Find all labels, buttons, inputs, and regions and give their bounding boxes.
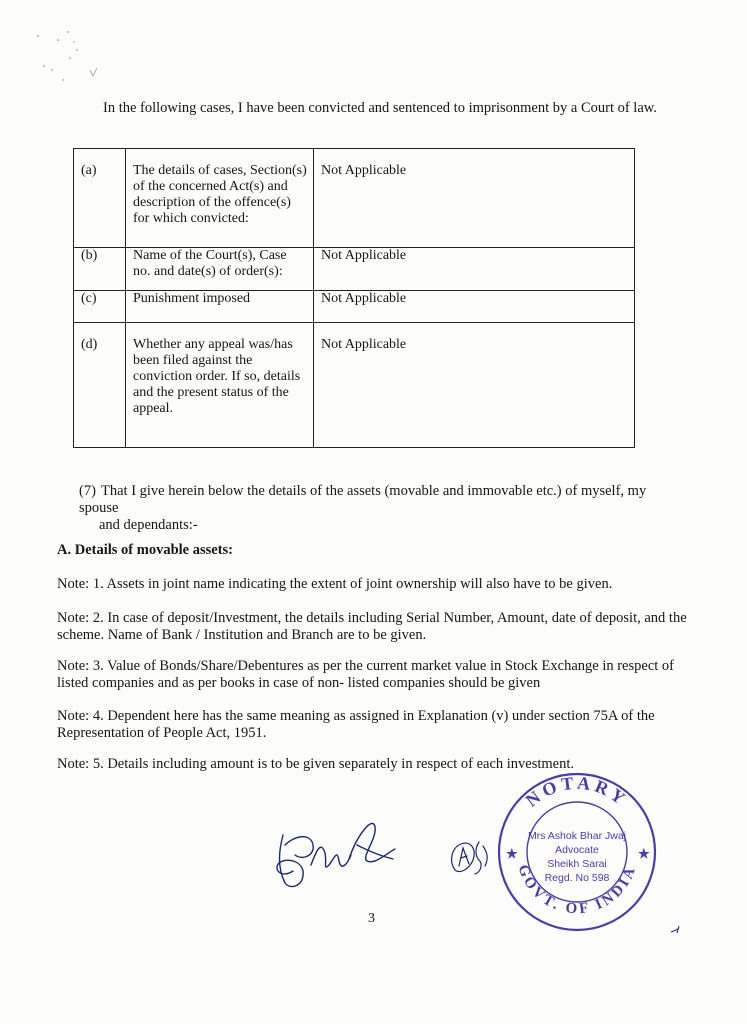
row-value: Not Applicable xyxy=(314,291,635,323)
stamp-top-text: NOTARY xyxy=(521,772,633,811)
scan-mark xyxy=(668,922,682,936)
scan-specks xyxy=(30,28,110,88)
row-label: (c) xyxy=(74,291,126,323)
intro-statement: In the following cases, I have been convicted and sentenced to imprisonment by a Court of law. xyxy=(103,100,657,116)
note-1: Note: 1. Assets in joint name indicating the extent of joint ownership will also have to be given. xyxy=(57,576,613,592)
note-3: Note: 3. Value of Bonds/Share/Debentures as per the current market value in Stock Exchange in respect of listed companies and as per books in case of non- listed companies should be given xyxy=(57,658,674,691)
row-value: Not Applicable xyxy=(314,149,635,248)
note-2: Note: 2. In case of deposit/Investment, the details including Serial Number, Amount, date of deposit, and the scheme. Name of Bank / Institution and Branch are to be given. xyxy=(57,610,687,643)
row-label: (a) xyxy=(74,149,126,248)
stamp-line-3: Sheikh Sarai xyxy=(547,858,607,870)
row-label: (d) xyxy=(74,323,126,448)
stamp-bottom-text: GOVT. OF INDIA xyxy=(514,862,640,918)
stamp-star-left: ★ xyxy=(506,846,518,861)
note-5: Note: 5. Details including amount is to be given separately in respect of each investment. xyxy=(57,756,575,772)
svg-text:GOVT. OF INDIA xyxy=(514,863,639,918)
row-value: Not Applicable xyxy=(314,248,635,291)
conviction-table xyxy=(73,148,635,448)
item-7-line-2: and dependants:- xyxy=(99,517,198,533)
item-7-line-1: That I give herein below the details of the assets (movable and immovable etc.) of myself, my spouse xyxy=(79,483,647,516)
svg-text:NOTARY xyxy=(522,773,632,811)
row-description: Name of the Court(s), Case no. and date(s) of order(s): xyxy=(126,248,314,291)
table-row xyxy=(74,248,635,291)
page-number: 3 xyxy=(368,911,375,926)
stamp-line-1: Mrs Ashok Bhar Jwaj xyxy=(527,830,627,842)
row-description: Whether any appeal was/has been filed against the conviction order. If so, details and the present status of the appeal. xyxy=(126,323,314,448)
initials-mark xyxy=(445,832,495,882)
row-label: (b) xyxy=(74,248,126,291)
handwritten-signature xyxy=(265,805,400,895)
item-number: (7) xyxy=(79,483,96,499)
section-a-heading: A. Details of movable assets: xyxy=(57,542,233,558)
note-4: Note: 4. Dependent here has the same meaning as assigned in Explanation (v) under section 75A of the Representation of People Act, 1951. xyxy=(57,708,655,741)
stamp-line-4: Regd. No 598 xyxy=(544,872,610,884)
row-description: Punishment imposed xyxy=(126,291,314,323)
notary-stamp xyxy=(492,768,662,933)
row-value: Not Applicable xyxy=(314,323,635,448)
table-row xyxy=(74,323,635,448)
stamp-star-right: ★ xyxy=(638,846,650,861)
table-row xyxy=(74,149,635,248)
stamp-line-2: Advocate xyxy=(555,844,599,856)
table-row xyxy=(74,291,635,323)
row-description: The details of cases, Section(s) of the concerned Act(s) and description of the offence(s) for which convicted: xyxy=(126,149,314,248)
item-7-paragraph xyxy=(79,483,689,534)
